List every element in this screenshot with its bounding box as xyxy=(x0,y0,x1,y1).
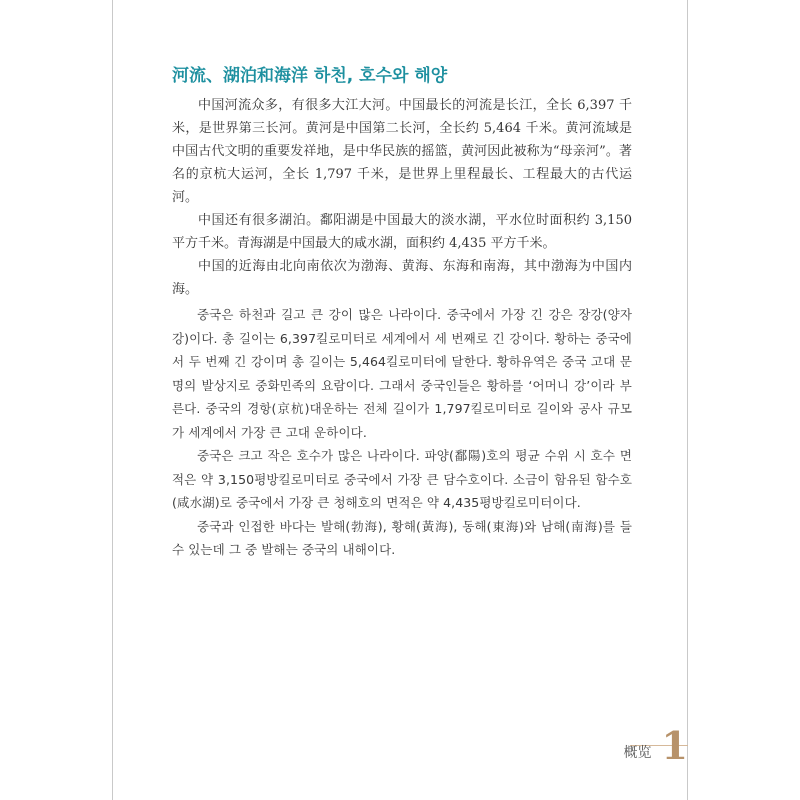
chapter-number: 1 xyxy=(661,723,688,768)
paragraph-ko-seas: 중국과 인접한 바다는 발해(勃海), 황해(黃海), 동해(東海)와 남해(南海)를 들 수 있는데 그 중 발해는 중국의 내해이다. xyxy=(172,518,632,557)
page-content xyxy=(172,64,632,562)
section-title: 河流、湖泊和海洋 하천, 호수와 해양 xyxy=(172,66,448,86)
paragraph-zh-rivers: 中国河流众多，有很多大江大河。中国最长的河流是长江，全长 6,397 千米，是世界第三长河。黄河是中国第二长河，全长约 5,464 千米。黄河流域是中国古代文明的重要发祥地，是中华民族的摇篮，黄河因此被称为“母亲河”。著名的京杭大运河，全长 1,797 千米，是世界上里程最长、工程最大的古代运河。 xyxy=(172,98,632,205)
paragraph-ko-rivers: 중국은 하천과 길고 큰 강이 많은 나라이다. 중국에서 가장 긴 강은 장강(양자강)이다. 총 길이는 6,397킬로미터로 세계에서 세 번째로 긴 강이다. 황하는 중국에서 두 번째 긴 강이며 총 길이는 5,464킬로미터에 달한다. 황하유역은 중국 고대 문명의 발상지로 중화민족의 요람이다. 그래서 중국인들은 황하를 ‘어머니 강’이라 부른다. 중국의 경항(京杭)대운하는 전체 길이가 1,797킬로미터로 길이와 공사 규모가 세계에서 가장 큰 고대 운하이다. xyxy=(172,307,632,440)
page-footer xyxy=(623,723,688,768)
paragraph-zh-seas: 中国的近海由北向南依次为渤海、黄海、东海和南海，其中渤海为中国内海。 xyxy=(172,259,632,297)
paragraph-ko-lakes: 중국은 크고 작은 호수가 많은 나라이다. 파양(鄱陽)호의 평균 수위 시 호수 면적은 약 3,150평방킬로미터로 중국에서 가장 큰 담수호이다. 소금이 함유된 함수호(咸水湖)로 중국에서 가장 큰 청해호의 면적은 약 4,435평방킬로미터이다. xyxy=(172,448,632,510)
footer-section-label: 概览 xyxy=(623,745,652,761)
paragraph-zh-lakes: 中国还有很多湖泊。鄱阳湖是中国最大的淡水湖，平水位时面积约 3,150 平方千米。青海湖是中国最大的咸水湖，面积约 4,435 平方千米。 xyxy=(172,213,632,251)
